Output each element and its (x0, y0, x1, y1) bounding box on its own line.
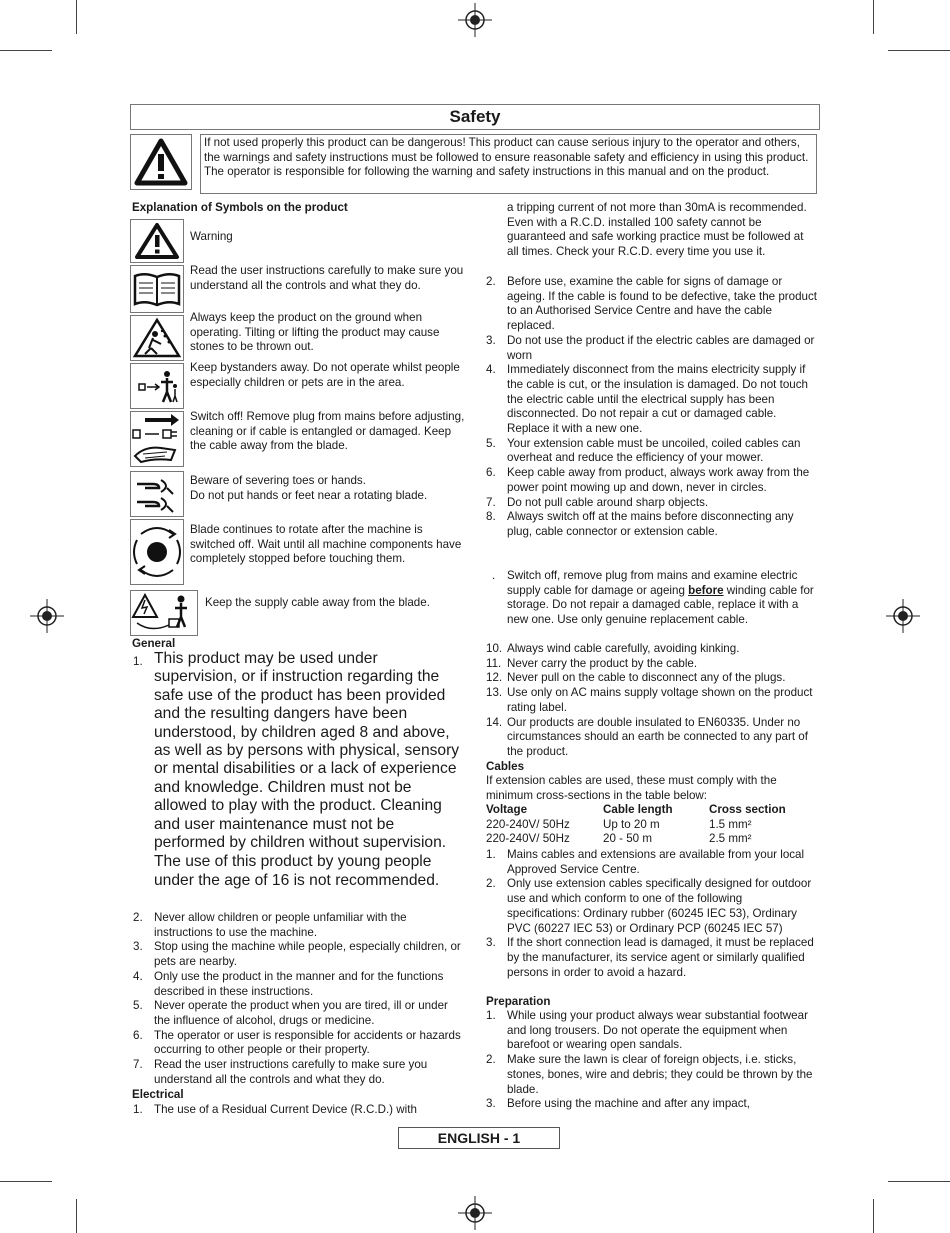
list-item (486, 877, 818, 936)
list-item (486, 466, 818, 495)
preparation-list (486, 1009, 818, 1112)
list-item-number: 14. (486, 715, 503, 729)
list-item-number: 5. (133, 999, 143, 1013)
unplug-before-maintenance-icon (130, 411, 184, 467)
symbol-text-bystanders: Keep bystanders away. Do not operate whilst people especially children or pets are in the area. (190, 361, 460, 389)
list-item-number: 7. (133, 1058, 143, 1072)
warning-triangle-icon (130, 134, 192, 190)
page-title: Safety (130, 104, 820, 130)
list-item-number: 13. (486, 686, 503, 700)
preparation-heading: Preparation (486, 995, 551, 1008)
list-item (133, 1103, 463, 1118)
list-item-number: 2. (486, 1053, 496, 1067)
table-cell: 2.5 mm² (709, 832, 752, 846)
general-list (133, 911, 463, 1087)
list-item (133, 940, 463, 969)
table-cell: Up to 20 m (603, 817, 660, 831)
severing-toes-hands-icon (130, 471, 184, 517)
list-item (133, 650, 465, 852)
cables-intro: If extension cables are used, these must comply with the minimum cross-sections in the table below: (486, 774, 777, 802)
list-item-text: Never allow children or people unfamiliar with the instructions to use the machine. (154, 911, 407, 939)
list-item-number: . (492, 569, 496, 582)
table-cell: 220-240V/ 50Hz (486, 832, 570, 846)
list-item-text: Always switch off at the mains before disconnecting any plug, cable connector or extension cable. (507, 510, 794, 538)
list-item-text: Only use extension cables specifically designed for outdoor use and which conform to one of the following specifications: Ordinary rubber (60245 IEC 53), Ordinary PVC (60227 IEC 53) or Ordinary PCP (60245 IEC 57) (507, 877, 812, 935)
list-item-number: 10. (486, 642, 503, 655)
list-item-number: 6. (133, 1028, 143, 1042)
list-item (486, 510, 818, 539)
list-item (133, 970, 463, 999)
electrical-heading: Electrical (132, 1088, 184, 1101)
list-item (133, 1029, 463, 1058)
list-item (486, 437, 818, 466)
list-item-number: 5. (486, 436, 496, 450)
symbol-text-severing: Beware of severing toes or hands. Do not put hands or feet near a rotating blade. (190, 474, 428, 502)
list-item-text: Do not pull cable around sharp objects. (507, 495, 709, 509)
list-item-number: 2. (486, 275, 496, 288)
list-item-number: 3. (133, 940, 143, 954)
keep-bystanders-away-icon (130, 363, 184, 409)
registration-mark-left-icon (30, 599, 64, 633)
list-item-text: Read the user instructions carefully to make sure you understand all the controls and what they do. (154, 1058, 428, 1086)
symbol-text-thrown-objects: Always keep the product on the ground when operating. Tilting or lifting the product may cause stones to be thrown out. (190, 311, 440, 354)
list-item-number: 1. (133, 1103, 143, 1116)
list-item-text: Make sure the lawn is clear of foreign objects, i.e. sticks, stones, bones, wire and debris; they could be thrown by the blade. (507, 1053, 813, 1096)
list-item-number: 4. (133, 969, 143, 983)
cable-away-from-blade-icon (130, 590, 198, 636)
list-item-number: 1. (486, 1009, 496, 1022)
list-item-number: 6. (486, 466, 496, 480)
list-item-number: 11. (486, 656, 502, 670)
electrical-list (486, 275, 818, 540)
list-item (486, 671, 818, 686)
list-item (133, 1058, 463, 1087)
table-cell: 20 - 50 m (603, 832, 652, 846)
list-item-text: This product may be used under supervision, or if instruction regarding the safe use of the product has been provided and the resulting dangers have been understood, by children aged 8 and above, as well as by persons with physical, sensory or mental disabilities or a lack of experience and knowledge. Children must not be allowed to play with the product. Cleaning and user maintenance must not be performed by children without supervision. (154, 650, 460, 852)
list-item-text: Never pull on the cable to disconnect any of the plugs. (507, 671, 786, 685)
symbol-text-warning: Warning (190, 230, 233, 243)
list-item-number: 7. (486, 495, 496, 509)
list-item (486, 657, 818, 672)
list-item-text: Stop using the machine while people, especially children, or pets are nearby. (154, 940, 461, 969)
general-list-first (133, 650, 465, 890)
thrown-objects-icon (130, 315, 184, 361)
list-item-number: 1. (486, 848, 496, 861)
list-item-number: 1. (133, 655, 143, 668)
table-row (486, 818, 796, 833)
list-item-text: If the short connection lead is damaged, it must be replaced by the manufacturer, its service agent or similarly qualified persons in order to avoid a hazard. (507, 936, 814, 979)
list-item (486, 1053, 818, 1097)
list-item (486, 642, 818, 657)
list-item (486, 848, 818, 877)
list-item (486, 1009, 818, 1053)
list-item (486, 496, 818, 511)
registration-mark-right-icon (886, 599, 920, 633)
list-item-number: 3. (486, 1097, 496, 1111)
list-item-text: Our products are double insulated to EN60335. Under no circumstances should an earth be connected to any part of the product. (507, 715, 808, 758)
list-item-number: 4. (486, 363, 496, 377)
emphasis-before: before (688, 583, 724, 597)
list-item (133, 853, 465, 890)
page-footer: ENGLISH - 1 (398, 1127, 560, 1149)
list-item-text: Keep cable away from product, always work away from the power point mowing up and down, never in circles. (507, 466, 810, 494)
list-item-text: Switch off, remove plug from mains and examine electric supply cable for damage or ageing (507, 569, 798, 597)
list-item-number: 3. (486, 936, 496, 950)
list-item-text: Immediately disconnect from the mains electricity supply if the cable is cut, or the insulation is damaged. Do not touch the electric cable until the electrical supply has been disconnected. Do not repair a cut or damaged cable. Replace it with a new one. (507, 363, 808, 436)
list-item (486, 275, 818, 334)
list-item-number: 12. (486, 671, 503, 685)
registration-mark-top-icon (458, 3, 492, 37)
warning-triangle-icon (130, 219, 184, 263)
table-header: Cross section (709, 803, 786, 816)
list-item-text: Only use the product in the manner and for the functions described in these instructions. (154, 969, 444, 998)
list-item-text: The use of this product by young people under the age of 16 is not recommended. (154, 853, 440, 889)
list-item-text: Before using the machine and after any impact, (507, 1097, 750, 1111)
list-item (486, 936, 818, 980)
electrical-list-first (133, 1103, 463, 1118)
list-item (133, 999, 463, 1028)
list-item (486, 716, 818, 760)
symbol-text-manual: Read the user instructions carefully to make sure you understand all the controls and what they do. (190, 264, 464, 292)
list-item-text: Never operate the product when you are tired, ill or under the influence of alcohol, drugs or medicine. (154, 999, 448, 1027)
table-header: Cable length (603, 803, 673, 816)
rotating-blade-icon (130, 519, 184, 585)
list-item-text: Always wind cable carefully, avoiding kinking. (507, 642, 740, 655)
registration-mark-bottom-icon (458, 1196, 492, 1230)
list-item-text: Never carry the product by the cable. (507, 656, 698, 670)
list-item-text: The use of a Residual Current Device (R.C.D.) with (154, 1103, 417, 1116)
cables-list (486, 848, 818, 980)
electrical-list-b (486, 642, 818, 760)
list-item-number: 2. (486, 877, 496, 891)
list-item-text-continued: winding cable for storage. Do not repair a damaged cable, replace it with a new one. Use only genuine replacement cable. (507, 583, 814, 627)
cables-heading: Cables (486, 760, 525, 773)
list-item-text: Use only on AC mains supply voltage shown on the product rating label. (507, 686, 813, 714)
table-header-row (486, 803, 796, 818)
list-item (486, 1097, 818, 1112)
symbol-text-cable-away: Keep the supply cable away from the blade. (205, 596, 430, 609)
intro-warning-text: If not used properly this product can be dangerous! This product can cause serious injury to the operator and others, the warnings and safety instructions must be followed to ensure reasonable safety and efficiency in using this product. The operator is responsible for following the warning and safety instructions in this manual and on the product. (200, 134, 817, 194)
electrical-continued-text: a tripping current of not more than 30mA is recommended. Even with a R.C.D. installed 100 safety cannot be guaranteed and safe working practice must be followed at all times. Check your R.C.D. every time you use it. (507, 201, 807, 259)
symbols-heading: Explanation of Symbols on the product (132, 201, 348, 214)
list-item-number: 3. (486, 333, 496, 347)
list-item-text: Your extension cable must be uncoiled, coiled cables can overheat and reduce the efficiency of your mower. (507, 436, 801, 465)
list-item (486, 363, 818, 437)
table-cell: 1.5 mm² (709, 817, 752, 831)
symbol-text-unplug: Switch off! Remove plug from mains before adjusting, cleaning or if cable is entangled or damaged. Keep the cable away from the blade. (190, 410, 465, 453)
general-heading: General (132, 637, 176, 650)
list-item-text: Before use, examine the cable for signs of damage or ageing. If the cable is found to be defective, take the product to an Authorised Service Centre and have the cable replaced. (507, 275, 818, 333)
list-item-text: Do not use the product if the electric cables are damaged or worn (507, 333, 815, 362)
list-item-number: 2. (133, 911, 143, 924)
list-item (486, 334, 818, 363)
list-item-text: The operator or user is responsible for accidents or hazards occurring to other people or their property. (154, 1028, 461, 1057)
cables-table (486, 803, 796, 847)
list-item-number: 8. (486, 510, 496, 524)
table-row (486, 832, 796, 847)
list-item (486, 569, 818, 628)
electrical-list-item9 (486, 569, 818, 628)
table-header: Voltage (486, 803, 528, 816)
table-cell: 220-240V/ 50Hz (486, 817, 570, 831)
instruction-manual-icon (130, 265, 184, 313)
list-item (486, 686, 818, 715)
list-item (133, 911, 463, 940)
list-item-text: Mains cables and extensions are available from your local Approved Service Centre. (507, 848, 805, 876)
symbol-text-rotating-blade: Blade continues to rotate after the machine is switched off. Wait until all machine components have completely stopped before touching them. (190, 523, 462, 566)
list-item-text: While using your product always wear substantial footwear and long trousers. Do not operate the equipment when barefoot or wearing open sandals. (507, 1009, 808, 1052)
